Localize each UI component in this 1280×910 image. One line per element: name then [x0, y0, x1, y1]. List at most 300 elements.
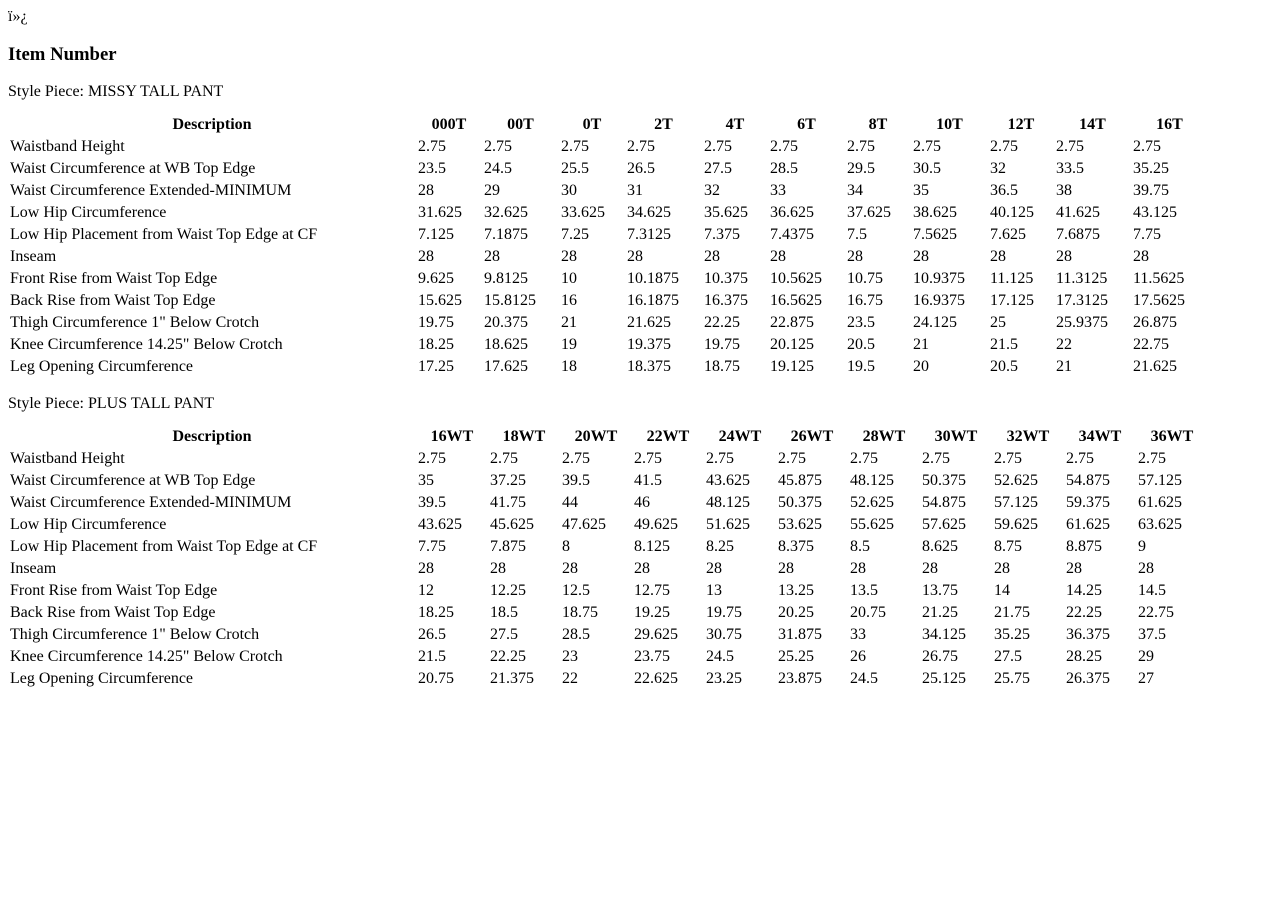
measurement-value: 23 — [562, 648, 578, 665]
table-header-row — [9, 427, 1207, 447]
measurement-value: 19.75 — [418, 314, 454, 331]
measurement-value: 34 — [847, 182, 863, 199]
measurement-value: 28 — [847, 248, 863, 265]
table-row — [9, 181, 1207, 201]
measurement-value: 31 — [627, 182, 643, 199]
measurement-value: 13.5 — [850, 582, 878, 599]
measurement-value: 7.625 — [990, 226, 1026, 243]
measurement-value: 41.625 — [1056, 204, 1100, 221]
measurement-value: 28.5 — [770, 160, 798, 177]
measurement-value: 37.5 — [1138, 626, 1166, 643]
measurement-value: 8.5 — [850, 538, 870, 555]
measurement-value: 33 — [850, 626, 866, 643]
measurement-value: 39.75 — [1133, 182, 1169, 199]
measurement-value: 20.125 — [770, 336, 814, 353]
measurement-value: 10.1875 — [627, 270, 679, 287]
measurement-value: 36.375 — [1066, 626, 1110, 643]
measurement-description: Back Rise from Waist Top Edge — [10, 604, 216, 621]
measurement-value: 33 — [770, 182, 786, 199]
measurement-value: 19.125 — [770, 358, 814, 375]
measurement-value: 19.75 — [706, 604, 742, 621]
table-row — [9, 603, 1207, 623]
measurement-value: 39.5 — [562, 472, 590, 489]
measurement-value: 33.5 — [1056, 160, 1084, 177]
measurement-value: 51.625 — [706, 516, 750, 533]
measurement-value: 8 — [562, 538, 570, 555]
measurement-value: 50.375 — [922, 472, 966, 489]
measurement-value: 43.625 — [706, 472, 750, 489]
measurement-value: 19.5 — [847, 358, 875, 375]
measurement-value: 15.8125 — [484, 292, 536, 309]
measurement-value: 7.375 — [704, 226, 740, 243]
measurement-value: 8.375 — [778, 538, 814, 555]
measurement-value: 21 — [561, 314, 577, 331]
measurement-value: 27.5 — [994, 648, 1022, 665]
column-header-size: 8T — [868, 116, 888, 133]
measurement-value: 61.625 — [1066, 516, 1110, 533]
measurement-value: 35 — [913, 182, 929, 199]
measurement-value: 21.5 — [990, 336, 1018, 353]
measurement-description: Waistband Height — [10, 450, 125, 467]
measurement-value: 26 — [850, 648, 866, 665]
measurement-value: 12 — [418, 582, 434, 599]
measurement-value: 7.125 — [418, 226, 454, 243]
measurement-value: 16.75 — [847, 292, 883, 309]
measurement-value: 34.625 — [627, 204, 671, 221]
column-header-size: 18WT — [502, 428, 546, 445]
measurement-value: 20.75 — [418, 670, 454, 687]
measurement-value: 28 — [922, 560, 938, 577]
measurement-value: 34.125 — [922, 626, 966, 643]
measurement-value: 18.75 — [704, 358, 740, 375]
measurement-value: 2.75 — [850, 450, 878, 467]
measurement-value: 10.9375 — [913, 270, 965, 287]
column-header-size: 30WT — [934, 428, 978, 445]
measurement-value: 29.625 — [634, 626, 678, 643]
measurement-value: 41.75 — [490, 494, 526, 511]
measurement-value: 17.125 — [990, 292, 1034, 309]
measurement-value: 7.4375 — [770, 226, 814, 243]
measurement-value: 19.75 — [704, 336, 740, 353]
measurement-value: 2.75 — [634, 450, 662, 467]
measurement-value: 8.25 — [706, 538, 734, 555]
measurement-value: 50.375 — [778, 494, 822, 511]
measurement-value: 7.25 — [561, 226, 589, 243]
measurement-value: 2.75 — [706, 450, 734, 467]
measurement-description: Low Hip Circumference — [10, 516, 167, 533]
measurement-value: 35 — [418, 472, 434, 489]
measurement-value: 14 — [994, 582, 1010, 599]
measurement-value: 28 — [418, 182, 434, 199]
measurement-value: 28 — [994, 560, 1010, 577]
measurement-value: 30.5 — [913, 160, 941, 177]
measurement-value: 10 — [561, 270, 577, 287]
measurement-description: Waistband Height — [10, 138, 125, 155]
measurement-value: 20.375 — [484, 314, 528, 331]
measurement-value: 43.125 — [1133, 204, 1177, 221]
table-row — [9, 313, 1207, 333]
measurement-value: 17.625 — [484, 358, 528, 375]
measurement-value: 18.25 — [418, 604, 454, 621]
measurement-value: 23.25 — [706, 670, 742, 687]
measurement-value: 55.625 — [850, 516, 894, 533]
measurement-value: 27.5 — [704, 160, 732, 177]
measurement-value: 22 — [562, 670, 578, 687]
measurement-value: 12.75 — [634, 582, 670, 599]
measurement-value: 28.25 — [1066, 648, 1102, 665]
measurement-value: 24.5 — [484, 160, 512, 177]
measurement-value: 54.875 — [1066, 472, 1110, 489]
column-header-size: 16T — [1156, 116, 1183, 133]
measurement-value: 26.5 — [418, 626, 446, 643]
measurement-value: 21.25 — [922, 604, 958, 621]
measurement-value: 57.125 — [994, 494, 1038, 511]
measurement-value: 25 — [990, 314, 1006, 331]
measurement-value: 38.625 — [913, 204, 957, 221]
measurement-value: 2.75 — [704, 138, 732, 155]
measurement-value: 61.625 — [1138, 494, 1182, 511]
measurement-value: 28 — [770, 248, 786, 265]
table-row — [9, 493, 1207, 513]
measurement-value: 25.5 — [561, 160, 589, 177]
measurement-value: 25.25 — [778, 648, 814, 665]
table-header-row — [9, 115, 1207, 135]
style-piece-label-missy: Style Piece: MISSY TALL PANT — [8, 83, 224, 100]
measurement-value: 2.75 — [922, 450, 950, 467]
measurement-value: 52.625 — [994, 472, 1038, 489]
measurement-value: 43.625 — [418, 516, 462, 533]
measurement-value: 35.25 — [1133, 160, 1169, 177]
measurement-value: 28 — [561, 248, 577, 265]
measurement-description: Low Hip Circumference — [10, 204, 167, 221]
measurement-value: 2.75 — [562, 450, 590, 467]
measurement-description: Waist Circumference Extended-MINIMUM — [10, 182, 292, 199]
measurement-value: 24.125 — [913, 314, 957, 331]
table-row — [9, 471, 1207, 491]
measurement-value: 21.375 — [490, 670, 534, 687]
measurement-value: 24.5 — [706, 648, 734, 665]
encoding-artifact-text: ï»¿ — [8, 8, 28, 25]
measurement-value: 18.25 — [418, 336, 454, 353]
measurement-value: 2.75 — [627, 138, 655, 155]
measurement-value: 23.5 — [418, 160, 446, 177]
measurement-value: 20.5 — [847, 336, 875, 353]
column-header-size: 34WT — [1078, 428, 1122, 445]
column-header-size: 16WT — [430, 428, 474, 445]
measurement-description: Low Hip Placement from Waist Top Edge at CF — [10, 226, 318, 243]
measurement-value: 28 — [706, 560, 722, 577]
measurement-value: 8.625 — [922, 538, 958, 555]
measurement-value: 7.5625 — [913, 226, 957, 243]
measurement-value: 9.625 — [418, 270, 454, 287]
measurement-value: 28 — [634, 560, 650, 577]
measurement-value: 2.75 — [847, 138, 875, 155]
column-header-size: 4T — [725, 116, 745, 133]
measurement-value: 11.125 — [990, 270, 1034, 287]
measurement-value: 45.625 — [490, 516, 534, 533]
measurement-value: 10.375 — [704, 270, 748, 287]
measurement-value: 21.5 — [418, 648, 446, 665]
measurement-value: 28 — [562, 560, 578, 577]
column-header-size: 28WT — [862, 428, 906, 445]
measurement-value: 2.75 — [770, 138, 798, 155]
size-spec-table-missy — [7, 113, 1209, 379]
measurement-value: 28 — [490, 560, 506, 577]
measurement-value: 21.625 — [1133, 358, 1177, 375]
measurement-value: 28 — [418, 560, 434, 577]
measurement-value: 23.875 — [778, 670, 822, 687]
measurement-value: 48.125 — [706, 494, 750, 511]
measurement-description: Leg Opening Circumference — [10, 358, 194, 375]
table-row — [9, 647, 1207, 667]
measurement-value: 22.75 — [1138, 604, 1174, 621]
measurement-value: 22.75 — [1133, 336, 1169, 353]
measurement-value: 18.375 — [627, 358, 671, 375]
measurement-value: 30 — [561, 182, 577, 199]
measurement-value: 20.25 — [778, 604, 814, 621]
measurement-value: 2.75 — [990, 138, 1018, 155]
measurement-value: 29 — [484, 182, 500, 199]
measurement-description: Front Rise from Waist Top Edge — [10, 270, 218, 287]
measurement-value: 22.625 — [634, 670, 678, 687]
measurement-value: 32 — [990, 160, 1006, 177]
measurement-value: 33.625 — [561, 204, 605, 221]
measurement-value: 28 — [418, 248, 434, 265]
measurement-value: 22.25 — [490, 648, 526, 665]
measurement-description: Leg Opening Circumference — [10, 670, 194, 687]
table-row — [9, 269, 1207, 289]
measurement-value: 7.3125 — [627, 226, 671, 243]
measurement-value: 2.75 — [418, 138, 446, 155]
measurement-value: 24.5 — [850, 670, 878, 687]
table-row — [9, 537, 1207, 557]
measurement-value: 35.25 — [994, 626, 1030, 643]
measurement-value: 37.625 — [847, 204, 891, 221]
measurement-value: 32 — [704, 182, 720, 199]
measurement-value: 18.75 — [562, 604, 598, 621]
measurement-description: Waist Circumference at WB Top Edge — [10, 472, 256, 489]
measurement-value: 10.5625 — [770, 270, 822, 287]
measurement-value: 18 — [561, 358, 577, 375]
table-row — [9, 581, 1207, 601]
measurement-value: 2.75 — [1133, 138, 1161, 155]
table-row — [9, 203, 1207, 223]
measurement-description: Knee Circumference 14.25" Below Crotch — [10, 648, 283, 665]
measurement-value: 39.5 — [418, 494, 446, 511]
measurement-value: 21 — [1056, 358, 1072, 375]
measurement-value: 17.3125 — [1056, 292, 1108, 309]
measurement-value: 28 — [778, 560, 794, 577]
measurement-value: 16.9375 — [913, 292, 965, 309]
column-header-size: 12T — [1007, 116, 1035, 133]
measurement-value: 2.75 — [913, 138, 941, 155]
measurement-value: 46 — [634, 494, 650, 511]
measurement-value: 31.875 — [778, 626, 822, 643]
measurement-value: 26.875 — [1133, 314, 1177, 331]
measurement-value: 44 — [562, 494, 578, 511]
table-row — [9, 669, 1207, 689]
table-row — [9, 137, 1207, 157]
measurement-value: 29 — [1138, 648, 1154, 665]
measurement-description: Waist Circumference Extended-MINIMUM — [10, 494, 292, 511]
column-header-size: 36WT — [1150, 428, 1194, 445]
table-row — [9, 449, 1207, 469]
measurement-value: 8.875 — [1066, 538, 1102, 555]
measurement-value: 23.75 — [634, 648, 670, 665]
measurement-value: 7.1875 — [484, 226, 528, 243]
measurement-value: 28 — [704, 248, 720, 265]
measurement-value: 17.25 — [418, 358, 454, 375]
measurement-value: 23.5 — [847, 314, 875, 331]
measurement-value: 21.625 — [627, 314, 671, 331]
measurement-value: 26.375 — [1066, 670, 1110, 687]
measurement-value: 13.25 — [778, 582, 814, 599]
column-header-size: 2T — [654, 116, 673, 133]
measurement-value: 35.625 — [704, 204, 748, 221]
measurement-value: 16.375 — [704, 292, 748, 309]
measurement-value: 54.875 — [922, 494, 966, 511]
measurement-value: 26.75 — [922, 648, 958, 665]
measurement-value: 2.75 — [561, 138, 589, 155]
measurement-value: 7.75 — [418, 538, 446, 555]
column-header-size: 0T — [582, 116, 602, 133]
measurement-value: 2.75 — [778, 450, 806, 467]
measurement-value: 12.5 — [562, 582, 590, 599]
measurement-value: 28.5 — [562, 626, 590, 643]
measurement-value: 45.875 — [778, 472, 822, 489]
column-header-size: 26WT — [790, 428, 834, 445]
measurement-description: Low Hip Placement from Waist Top Edge at CF — [10, 538, 318, 555]
measurement-value: 17.5625 — [1133, 292, 1185, 309]
measurement-value: 20 — [913, 358, 929, 375]
measurement-value: 13 — [706, 582, 722, 599]
measurement-value: 7.875 — [490, 538, 526, 555]
table-row — [9, 159, 1207, 179]
measurement-value: 32.625 — [484, 204, 528, 221]
measurement-value: 14.25 — [1066, 582, 1102, 599]
measurement-description: Thigh Circumference 1" Below Crotch — [10, 626, 260, 643]
column-header-description: Description — [172, 116, 252, 133]
measurement-value: 20.5 — [990, 358, 1018, 375]
measurement-value: 18.5 — [490, 604, 518, 621]
measurement-value: 18.625 — [484, 336, 528, 353]
column-header-size: 00T — [507, 116, 534, 133]
measurement-value: 7.6875 — [1056, 226, 1100, 243]
column-header-size: 24WT — [718, 428, 762, 445]
measurement-value: 30.75 — [706, 626, 742, 643]
measurement-value: 52.625 — [850, 494, 894, 511]
measurement-value: 25.9375 — [1056, 314, 1108, 331]
measurement-value: 59.625 — [994, 516, 1038, 533]
measurement-value: 27 — [1138, 670, 1154, 687]
measurement-value: 8.75 — [994, 538, 1022, 555]
table-row — [9, 291, 1207, 311]
measurement-value: 22.875 — [770, 314, 814, 331]
style-piece-label-plus: Style Piece: PLUS TALL PANT — [8, 395, 215, 412]
measurement-value: 13.75 — [922, 582, 958, 599]
measurement-value: 28 — [1138, 560, 1154, 577]
measurement-value: 7.75 — [1133, 226, 1161, 243]
measurement-value: 2.75 — [994, 450, 1022, 467]
table-row — [9, 625, 1207, 645]
column-header-description: Description — [172, 428, 252, 445]
measurement-value: 63.625 — [1138, 516, 1182, 533]
measurement-value: 15.625 — [418, 292, 462, 309]
measurement-value: 22.25 — [704, 314, 740, 331]
measurement-value: 59.375 — [1066, 494, 1110, 511]
table-row — [9, 515, 1207, 535]
measurement-value: 28 — [1066, 560, 1082, 577]
measurement-value: 7.5 — [847, 226, 867, 243]
measurement-value: 2.75 — [418, 450, 446, 467]
measurement-value: 11.5625 — [1133, 270, 1185, 287]
measurement-value: 28 — [1056, 248, 1072, 265]
measurement-value: 2.75 — [490, 450, 518, 467]
measurement-description: Inseam — [10, 248, 57, 265]
measurement-value: 47.625 — [562, 516, 606, 533]
measurement-value: 49.625 — [634, 516, 678, 533]
measurement-value: 25.125 — [922, 670, 966, 687]
table-row — [9, 559, 1207, 579]
measurement-value: 40.125 — [990, 204, 1034, 221]
measurement-value: 16.5625 — [770, 292, 822, 309]
measurement-description: Inseam — [10, 560, 57, 577]
measurement-value: 38 — [1056, 182, 1072, 199]
column-header-size: 6T — [797, 116, 816, 133]
column-header-size: 000T — [431, 116, 467, 133]
measurement-value: 14.5 — [1138, 582, 1166, 599]
table-row — [9, 335, 1207, 355]
measurement-value: 9.8125 — [484, 270, 528, 287]
measurement-value: 57.625 — [922, 516, 966, 533]
measurement-value: 28 — [1133, 248, 1149, 265]
measurement-value: 28 — [850, 560, 866, 577]
measurement-value: 31.625 — [418, 204, 462, 221]
column-header-size: 32WT — [1006, 428, 1050, 445]
measurement-value: 2.75 — [1066, 450, 1094, 467]
measurement-value: 28 — [484, 248, 500, 265]
measurement-value: 10.75 — [847, 270, 883, 287]
measurement-value: 57.125 — [1138, 472, 1182, 489]
measurement-value: 9 — [1138, 538, 1146, 555]
page-title: Item Number — [8, 44, 117, 65]
measurement-value: 19.25 — [634, 604, 670, 621]
measurement-value: 2.75 — [1056, 138, 1084, 155]
size-spec-table-plus — [7, 425, 1209, 691]
measurement-value: 28 — [913, 248, 929, 265]
measurement-value: 21.75 — [994, 604, 1030, 621]
measurement-value: 36.5 — [990, 182, 1018, 199]
column-header-size: 10T — [936, 116, 963, 133]
measurement-value: 48.125 — [850, 472, 894, 489]
measurement-value: 22 — [1056, 336, 1072, 353]
measurement-description: Thigh Circumference 1" Below Crotch — [10, 314, 260, 331]
measurement-value: 2.75 — [484, 138, 512, 155]
measurement-value: 19 — [561, 336, 577, 353]
measurement-value: 53.625 — [778, 516, 822, 533]
measurement-value: 12.25 — [490, 582, 526, 599]
measurement-description: Knee Circumference 14.25" Below Crotch — [10, 336, 283, 353]
column-header-size: 20WT — [574, 428, 618, 445]
table-row — [9, 247, 1207, 267]
measurement-value: 28 — [627, 248, 643, 265]
column-header-size: 14T — [1079, 116, 1106, 133]
measurement-value: 20.75 — [850, 604, 886, 621]
measurement-value: 25.75 — [994, 670, 1030, 687]
measurement-description: Back Rise from Waist Top Edge — [10, 292, 216, 309]
measurement-value: 29.5 — [847, 160, 875, 177]
column-header-size: 22WT — [646, 428, 690, 445]
